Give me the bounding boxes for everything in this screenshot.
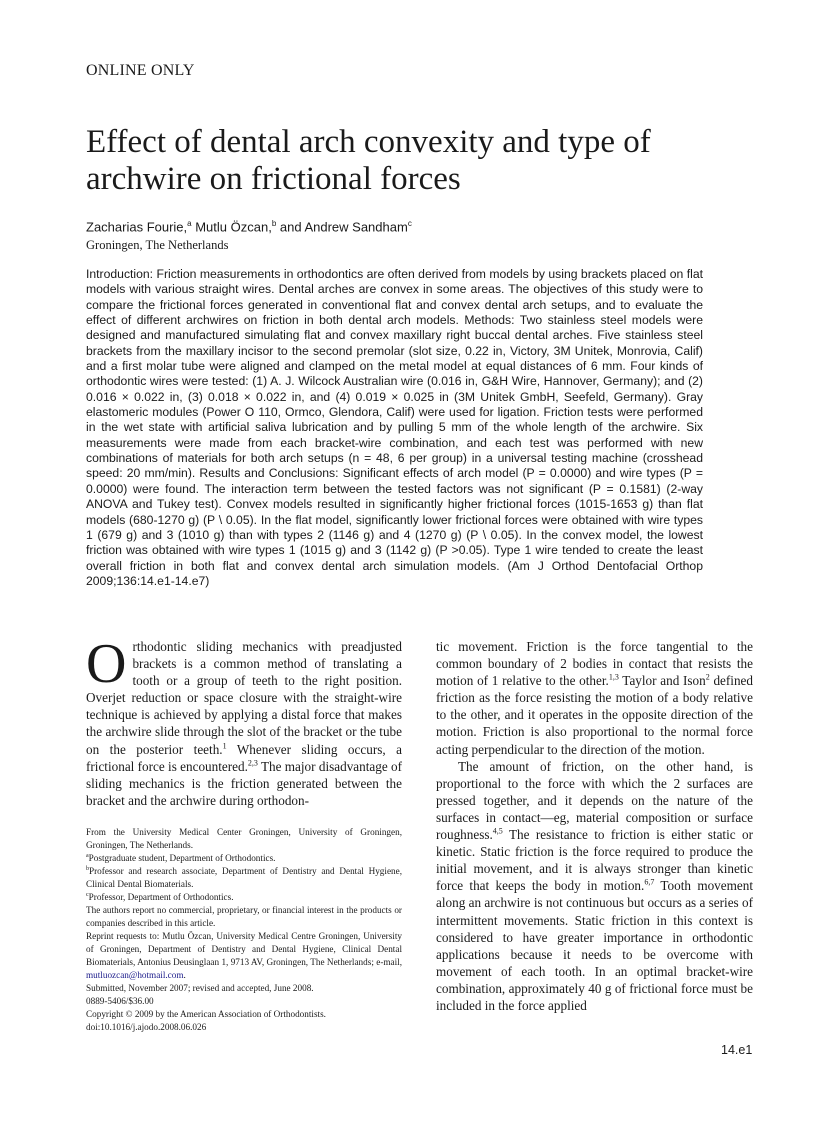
footnote-origin: From the University Medical Center Groningen, University of Groningen, Groningen, The Netherlands. xyxy=(86,827,402,850)
drop-cap: O xyxy=(86,633,127,695)
body-text: Whenever sliding occurs, a frictional force is encountered. xyxy=(86,741,402,774)
author-name: Mutlu Özcan, xyxy=(191,219,272,235)
footnote-mark: a xyxy=(86,852,89,859)
footnotes xyxy=(86,826,402,1034)
author-name: Zacharias Fourie, xyxy=(86,219,188,235)
footnote-text: Postgraduate student, Department of Orthodontics. xyxy=(88,853,276,863)
footnote-text: Professor and research associate, Department of Dentistry and Dental Hygiene, Clinical Dental Biomaterials. xyxy=(86,866,402,889)
author-affil-mark: c xyxy=(407,219,412,228)
footnote-text: Professor, Department of Orthodontics. xyxy=(88,892,234,902)
abstract: Introduction: Friction measurements in orthodontics are often derived from models by using brackets placed on flat models with various straight wires. Dental arches are convex in some areas. The objectives of this study were to compare the frictional forces generated in conventional flat and convex dental arch setups, and to evaluate the effect of different archwires on friction in both dental arch models. Methods: Two stainless steel models were designed and manufactured simulating flat and convex maxillary right buccal dental arches. Five stainless steel brackets from the maxillary incisor to the second premolar (slot size, 0.22 in, Victory, 3M Unitek, Monrovia, Calif) and a first molar tube were aligned and clamped on the metal model at equal distances of 6 mm. Four kinds of orthodontic wires were tested: (1) A. J. Wilcock Australian wire (0.016 in, G&H Wire, Hannover, Germany); and (2) 0.016 × 0.022 in, (3) 0.018 × 0.022 in, and (4) 0.019 × 0.025 in (3M Unitek GmbH, Seefeld, Germany). Gray elastomeric modules (Power O 110, Ormco, Glendora, Calif) were used for ligation. Friction tests were performed in the wet state with artificial saliva lubrication and by pulling 5 mm of the whole length of the archwire. Six measurements were made from each bracket-wire combination, and each test was performed with new combinations of materials for both arch setups (n = 48, 6 per group) in a universal testing machine (crosshead speed: 20 mm/min). Results and Conclusions: Significant effects of arch model (P = 0.0000) and wire types (P = 0.0000) were found. The interaction term between the tested factors was not significant (P = 0.1581) (2-way ANOVA and Tukey test). Convex models resulted in significantly higher frictional forces (1015-1653 g) than flat models (680-1270 g) (P \ 0.05). In the flat model, significantly lower frictional forces were obtained with wire types 1 (679 g) and 3 (1010 g) than with types 2 (1146 g) and 4 (1270 g) (P \ 0.05). In the convex model, the lowest friction was obtained with wire types 1 (1015 g) and 3 (1142 g) (P >0.05). Type 1 wire tended to create the least overall friction in both flat and convex dental arch simulation models. (Am J Orthod Dentofacial Orthop 2009;136:14.e1-14.e7) xyxy=(86,267,703,588)
footnote-submitted: Submitted, November 2007; revised and accepted, June 2008. xyxy=(86,983,314,993)
body-text: The amount of friction, on the other hand, is proportional to the force with which the 2 surfaces are pressed together, and it depends on the nature of the surfaces in contact—eg, material composition or surface roughness. xyxy=(436,758,753,843)
body-text: tic movement. Friction is the force tangential to the common boundary of 2 bodies in contact that resists the motion of 1 relative to the other. xyxy=(436,639,753,689)
footnote-issn: 0889-5406/$36.00 xyxy=(86,996,154,1006)
body-text: Tooth movement along an archwire is not continuous but occurs as a series of intermittent movements. Static friction in this context is considered to have greater importance in orthodontic applications because it needs to be overcome with movement of each tooth. In an optimal bracket-wire combination, approximately 40 g of frictional force must be included in the force applied xyxy=(436,878,753,1013)
citation-ref: 2 xyxy=(705,672,710,682)
body-column-left xyxy=(86,633,402,809)
author-affil-mark: b xyxy=(271,219,277,228)
footnote-text: . xyxy=(183,970,186,980)
footnote-reprint xyxy=(86,930,402,982)
citation-ref: 1,3 xyxy=(608,672,619,682)
citation-ref: 2,3 xyxy=(247,758,258,768)
citation-ref: 4,5 xyxy=(492,826,503,836)
body-paragraph xyxy=(436,638,753,758)
email-link[interactable]: mutluozcan@hotmail.com xyxy=(86,970,184,980)
citation-ref: 1 xyxy=(222,741,227,751)
author-name: and Andrew Sandham xyxy=(276,219,408,235)
footnote-c xyxy=(86,891,402,904)
footnote-mark: c xyxy=(86,891,89,898)
section-label: ONLINE ONLY xyxy=(86,62,195,79)
author-list xyxy=(86,219,412,234)
footnote-a xyxy=(86,852,402,865)
article-title: Effect of dental arch convexity and type of archwire on frictional forces xyxy=(86,124,651,197)
body-text: Taylor and Ison xyxy=(618,673,706,689)
footnote-doi: doi:10.1016/j.ajodo.2008.06.026 xyxy=(86,1022,207,1032)
body-text: The resistance to friction is either static or kinetic. Static friction is the force required to produce the initial movement, and it is always stronger than kinetic force that keeps the body in motion. xyxy=(436,827,753,894)
author-affil-mark: a xyxy=(187,219,192,228)
body-column-right xyxy=(436,638,753,1014)
footnote-disclosure: The authors report no commercial, proprietary, or financial interest in the products or companies described in this article. xyxy=(86,905,402,928)
body-paragraph xyxy=(436,758,753,1014)
page-number: 14.e1 xyxy=(721,1043,753,1057)
footnote-b xyxy=(86,865,402,891)
author-affiliation: Groningen, The Netherlands xyxy=(86,238,229,252)
body-text: rthodontic sliding mechanics with preadjusted brackets is a common method of translating a tooth or a group of teeth to the right position. Overjet reduction or space closure with the straight-wire technique is achieved by applying a distal force that makes the archwire slide through the slot of the bracket or the tube on the posterior teeth. xyxy=(86,639,402,757)
body-text: The major disadvantage of sliding mechanics is the friction generated between the bracket and the archwire during orthodon- xyxy=(86,758,402,808)
footnote-copyright: Copyright © 2009 by the American Association of Orthodontists. xyxy=(86,1009,326,1019)
body-text: defined friction as the force resisting the motion of a body relative to the other, and it operates in the opposite direction of the motion. Friction is also proportional to the normal force acting perpendicular to the direction of the motion. xyxy=(436,673,753,757)
footnote-mark: b xyxy=(86,865,89,872)
footnote-text: Reprint requests to: Mutlu Özcan, University Medical Centre Groningen, University of Groningen, Department of Dentistry and Dental Hygiene, Clinical Dental Biomaterials, Antonius Deusinglaan 1, 9713 AV, Groningen, The Netherlands; e-mail, xyxy=(86,931,402,967)
body-paragraph xyxy=(86,633,402,809)
citation-ref: 6,7 xyxy=(644,877,655,887)
